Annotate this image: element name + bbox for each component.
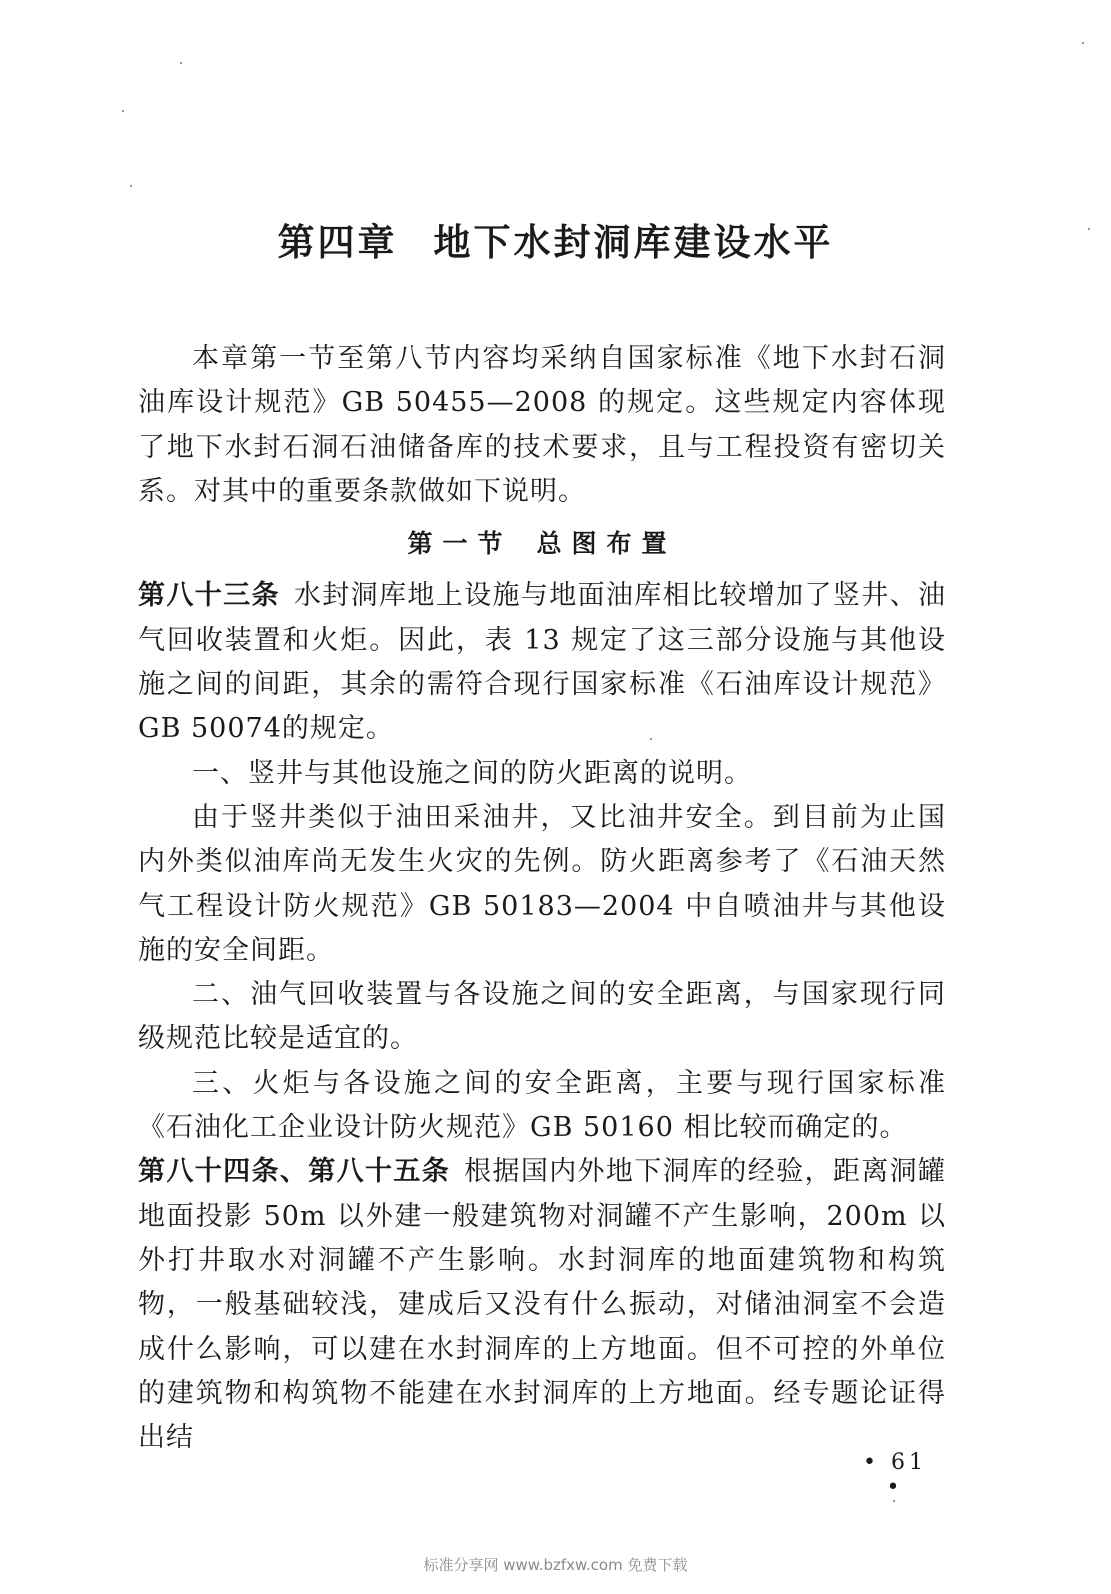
chapter-number: 第四章 [277,221,398,264]
paragraph-2: 由于竖井类似于油田采油井，又比油井安全。到目前为止国内外类似油库尚无发生火灾的先例。防火距离参考了《石油天然气工程设计防火规范》GB 50183—2004 中自喷油井与其他设施的安全间距。 [138,801,946,966]
watermark: 标准分享网 www.bzfxw.com 免费下载 [423,1556,688,1574]
chapter-name: 地下水封洞库建设水平 [433,221,834,264]
article-text: 水封洞库地上设施与地面油库相比较增加了竖井、油气回收装置和火炬。因此，表 13 规定了这三部分设施与其他设施之间的间距，其余的需符合现行国家标准《石油库设计规范》GB 50074的规定。 [138,580,947,745]
intro-paragraph: 本章第一节至第八节内容均采纳自国家标准《地下水封石洞油库设计规范》GB 50455—2008 的规定。这些规定内容体现了地下水封石洞石油储备库的技术要求，且与工程投资有密切关系。对其中的重要条款做如下说明。 [138,343,946,507]
article-label: 第八十三条 [138,580,280,612]
paragraph-4: 三、火炬与各设施之间的安全距离，主要与现行国家标准《石油化工企业设计防火规范》GB 50160 相比较而确定的。 [138,1067,946,1144]
section-title [138,522,946,566]
article-83 [138,574,946,751]
body-text [138,337,946,1460]
page-number: • 61 • [863,1450,927,1500]
article-84-85 [138,1150,946,1460]
paragraph-3: 二、油气回收装置与各设施之间的安全距离，与国家现行同级规范比较是适宜的。 [138,979,946,1055]
scan-speck [893,1500,895,1502]
section-name: 总图布置 [536,529,677,559]
scan-speck [1082,42,1084,44]
article-text: 根据国内外地下洞库的经验，距离洞罐地面投影 50m 以外建一般建筑物对洞罐不产生影响，200m 以外打井取水对洞罐不产生影响。水封洞库的地面建筑物和构筑物，一般基础较浅，建成后又没有什么振动，对储油洞室不会造成什么影响，可以建在水封洞库的上方地面。但不可控的外单位的建筑物和构筑物不能建在水封洞库的上方地面。经专题论证得出结 [138,1156,947,1454]
scan-speck [650,738,652,740]
scan-speck [1088,228,1090,230]
chapter-title [0,212,1111,266]
paragraph-1: 一、竖井与其他设施之间的防火距离的说明。 [192,757,752,789]
scan-speck [122,110,124,112]
scan-speck [130,185,132,187]
article-label: 第八十四条、第八十五条 [138,1156,451,1188]
scan-speck [180,62,182,64]
section-number: 第一节 [407,529,513,559]
